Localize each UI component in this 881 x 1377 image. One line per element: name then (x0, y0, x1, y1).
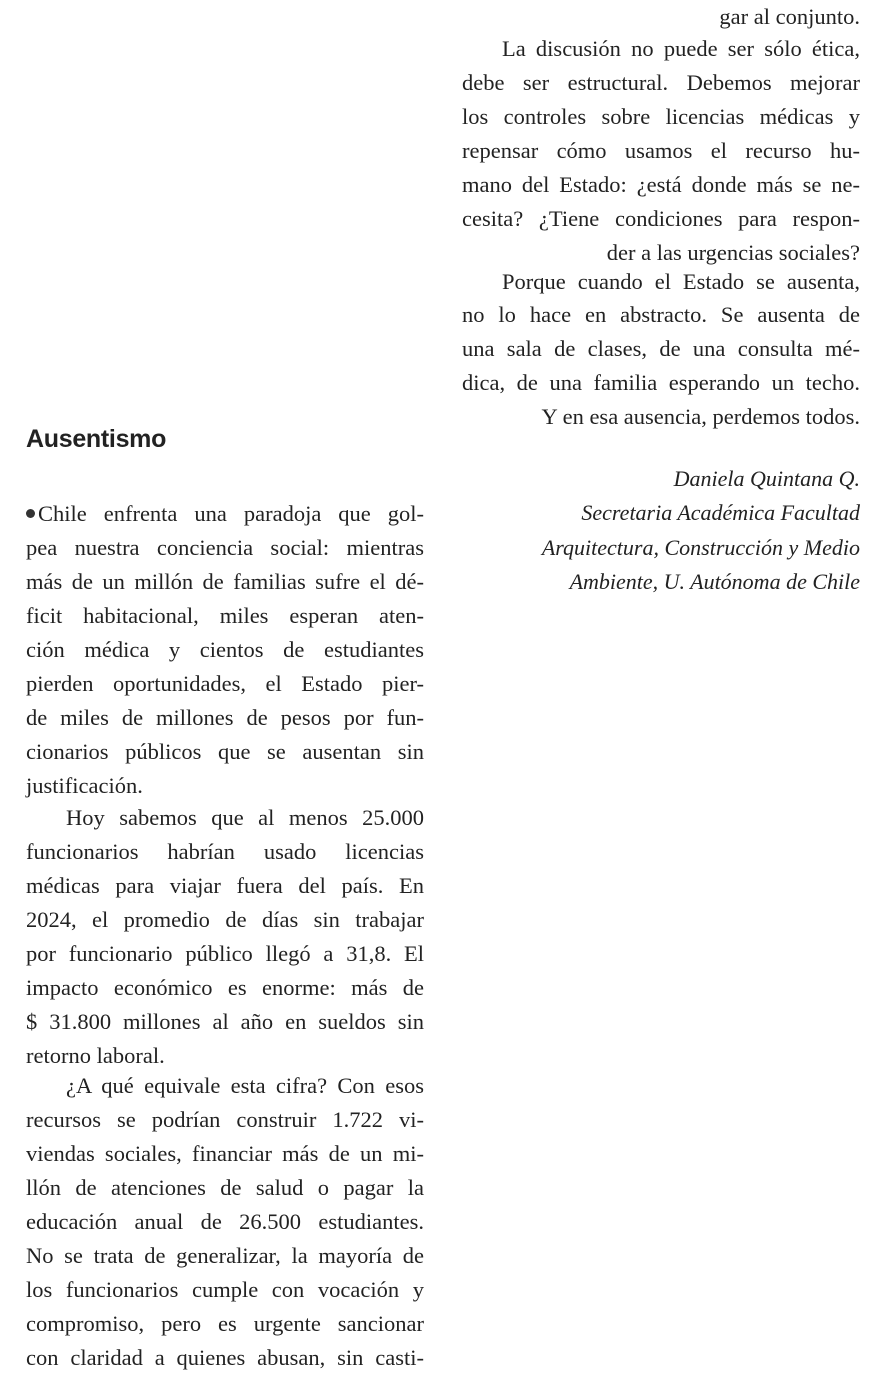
text-line: Chile enfrenta una paradoja que gol- (26, 497, 424, 531)
text-line: gar al conjunto. (719, 4, 860, 29)
signature-line: Secretaria Académica Facultad (581, 500, 860, 525)
text-line: cesita? ¿Tiene condiciones para respon- (462, 206, 860, 231)
text-line: llón de atenciones de salud o pagar la (26, 1175, 424, 1200)
text-line: Porque cuando el Estado se ausenta, (502, 269, 860, 294)
text-line: compromiso, pero es urgente sancionar (26, 1311, 424, 1336)
text-line: cionarios públicos que se ausentan sin (26, 739, 424, 764)
text-line: médicas para viajar fuera del país. En (26, 873, 424, 898)
text-line: recursos se podrían construir 1.722 vi- (26, 1107, 424, 1132)
bullet-icon (26, 509, 35, 518)
text-line: no lo hace en abstracto. Se ausenta de (462, 302, 860, 327)
text-line: Y en esa ausencia, perdemos todos. (541, 404, 860, 429)
text-line: los controles sobre licencias médicas y (462, 104, 860, 129)
text-line: 2024, el promedio de días sin trabajar (26, 907, 424, 932)
text-line: der a las urgencias sociales? (606, 240, 860, 265)
signature-name: Daniela Quintana Q. (673, 466, 860, 491)
text-line: justificación. (26, 773, 143, 798)
text-line: ción médica y cientos de estudiantes (26, 637, 424, 662)
text-line: una sala de clases, de una consulta mé- (462, 336, 860, 361)
text-line: No se trata de generalizar, la mayoría de (26, 1243, 424, 1268)
text-line: ficit habitacional, miles esperan aten- (26, 603, 424, 628)
text-line: por funcionario público llegó a 31,8. El (26, 941, 424, 966)
text-line: funcionarios habrían usado licencias (26, 839, 424, 864)
text-line: de miles de millones de pesos por fun- (26, 705, 424, 730)
article-heading: Ausentismo (26, 425, 167, 453)
text-line: $ 31.800 millones al año en sueldos sin (26, 1009, 424, 1034)
signature-line: Arquitectura, Construcción y Medio (541, 535, 860, 560)
text-line: dica, de una familia esperando un techo. (462, 370, 860, 395)
text-line: retorno laboral. (26, 1043, 165, 1068)
text-line: ¿A qué equivale esta cifra? Con esos (66, 1073, 424, 1098)
text-line: pea nuestra conciencia social: mientras (26, 535, 424, 560)
text-line: pierden oportunidades, el Estado pier- (26, 671, 424, 696)
text-line: mano del Estado: ¿está donde más se ne- (462, 172, 860, 197)
text-line: Hoy sabemos que al menos 25.000 (66, 805, 424, 830)
text-line: impacto económico es enorme: más de (26, 975, 424, 1000)
signature-line: Ambiente, U. Autónoma de Chile (569, 569, 860, 594)
text-line: más de un millón de familias sufre el dé- (26, 569, 424, 594)
text-line: repensar cómo usamos el recurso hu- (462, 138, 860, 163)
text-line: los funcionarios cumple con vocación y (26, 1277, 424, 1302)
text-line: La discusión no puede ser sólo ética, (502, 36, 860, 61)
text-line: viendas sociales, financiar más de un mi- (26, 1141, 424, 1166)
text-line: educación anual de 26.500 estudiantes. (26, 1209, 424, 1234)
text-line: con claridad a quienes abusan, sin casti- (26, 1345, 424, 1370)
text-line: debe ser estructural. Debemos mejorar (462, 70, 860, 95)
